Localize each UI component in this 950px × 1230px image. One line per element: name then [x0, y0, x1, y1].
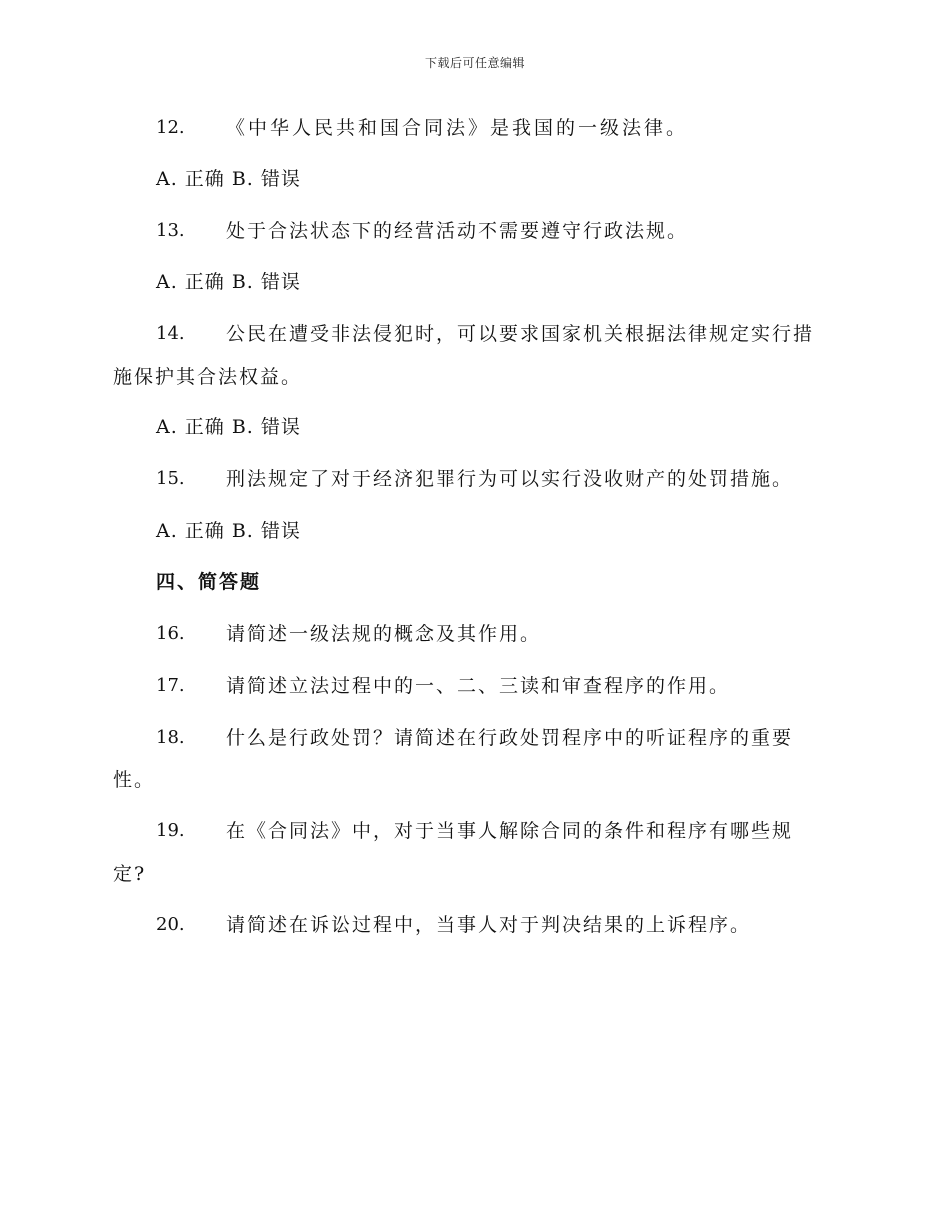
question-number: 17. — [156, 675, 185, 696]
question-text: 公民在遭受非法侵犯时，可以要求国家机关根据法律规定实行措 — [226, 323, 815, 345]
question-number: 14. — [156, 323, 185, 344]
question-number: 16. — [156, 623, 185, 644]
question-number: 13. — [156, 220, 185, 241]
question-number: 12. — [156, 117, 185, 138]
question-text: 《中华人民共和国合同法》是我国的一级法律。 — [226, 117, 689, 139]
question-number: 18. — [156, 727, 185, 748]
page-header: 下载后可任意编辑 — [424, 56, 525, 70]
question-text-continued: 施保护其合法权益。 — [113, 366, 303, 388]
question-options: A. 正确 B. 错误 — [156, 416, 301, 438]
question-text: 刑法规定了对于经济犯罪行为可以实行没收财产的处罚措施。 — [226, 468, 794, 490]
question-number: 20. — [156, 914, 185, 935]
question-text-continued: 性。 — [113, 769, 156, 791]
question-number: 19. — [156, 820, 185, 841]
question-text: 请简述一级法规的概念及其作用。 — [226, 623, 542, 645]
question-options: A. 正确 B. 错误 — [156, 168, 301, 190]
question-text: 请简述在诉讼过程中，当事人对于判决结果的上诉程序。 — [226, 914, 752, 936]
question-number: 15. — [156, 468, 185, 489]
question-text: 请简述立法过程中的一、二、三读和审查程序的作用。 — [226, 675, 731, 697]
question-options: A. 正确 B. 错误 — [156, 271, 301, 293]
section-title: 四、简答题 — [156, 571, 262, 593]
question-text-continued: 定? — [113, 863, 147, 885]
question-options: A. 正确 B. 错误 — [156, 520, 301, 542]
question-text: 什么是行政处罚？请简述在行政处罚程序中的听证程序的重要 — [226, 727, 794, 749]
question-text: 处于合法状态下的经营活动不需要遵守行政法规。 — [226, 220, 689, 242]
question-text: 在《合同法》中，对于当事人解除合同的条件和程序有哪些规 — [226, 820, 794, 842]
